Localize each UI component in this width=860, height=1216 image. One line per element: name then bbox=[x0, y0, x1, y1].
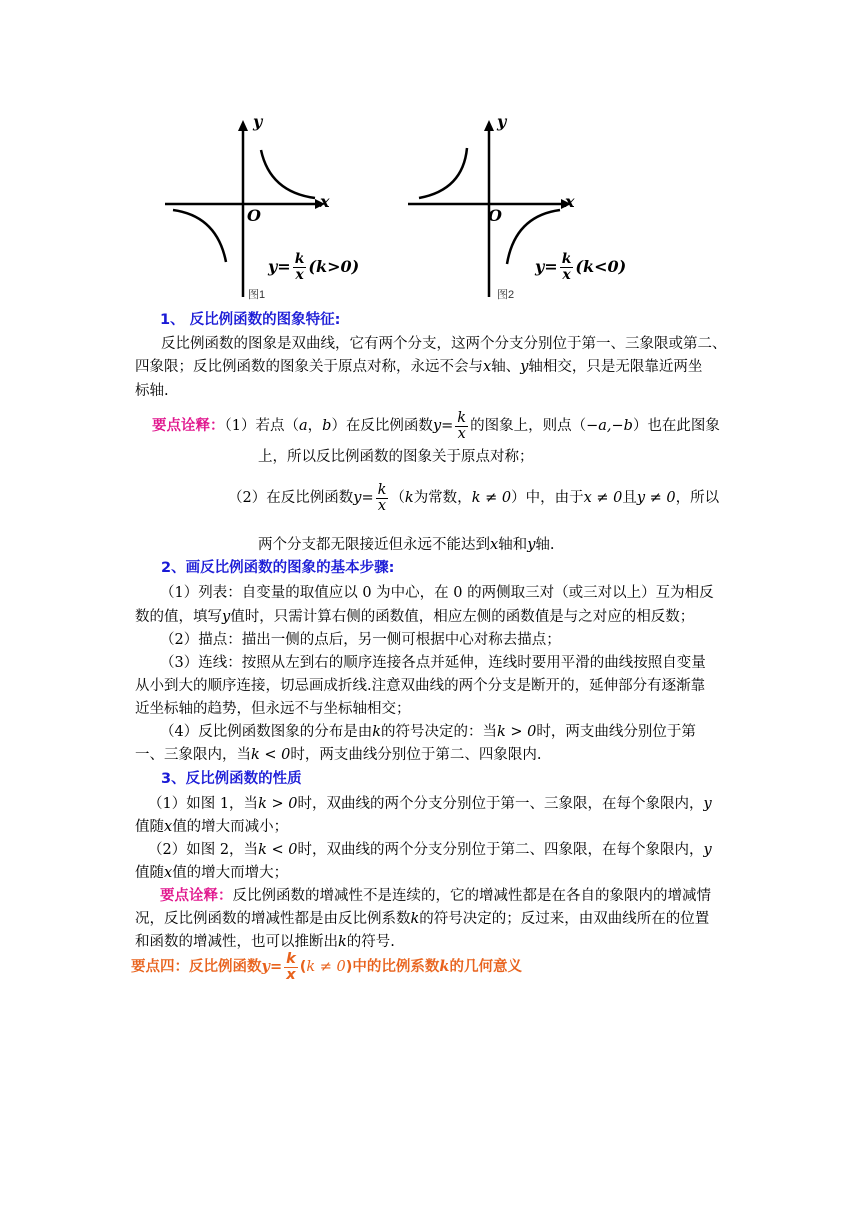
equation-label: y= $\frac{k}{x}$ (k>0) bbox=[268, 251, 360, 283]
paragraph-line: 数的值，填写y值时，只需计算右侧的函数值，相应左侧的函数值是与之对应的相反数； bbox=[135, 609, 695, 625]
y-axis-label: y bbox=[497, 112, 507, 131]
note-line: 和函数的增减性，也可以推断出k的符号. bbox=[135, 934, 395, 950]
figure-1 bbox=[165, 112, 385, 302]
paragraph-line: 标轴. bbox=[135, 383, 169, 399]
note-line: 上，所以反比例函数的图象关于原点对称； bbox=[258, 449, 534, 465]
paragraph-line: （2）描点：描出一侧的点后，另一侧可根据中心对称去描点； bbox=[160, 632, 561, 648]
x-axis-label: x bbox=[565, 192, 575, 211]
section-2-heading: 2、画反比例函数的图象的基本步骤: bbox=[161, 560, 395, 576]
paragraph-line: （1）如图 1，当k > 0时，双曲线的两个分支分别位于第一、三象限，在每个象限内，y bbox=[148, 796, 712, 812]
paragraph-line: 值随x值的增大而增大； bbox=[135, 865, 289, 881]
paragraph-line: 从小到大的顺序连接，切忌画成折线.注意双曲线的两个分支是断开的，延伸部分有逐渐靠 bbox=[135, 678, 706, 694]
section-1-heading: 1、 反比例函数的图象特征: bbox=[160, 312, 341, 328]
paragraph-line: （2）如图 2，当k < 0时，双曲线的两个分支分别位于第二、四象限，在每个象限内，y bbox=[148, 842, 712, 858]
figure-2 bbox=[405, 112, 645, 302]
note-line: 况，反比例函数的增减性都是由反比例系数k的符号决定的；反过来，由双曲线所在的位置 bbox=[135, 911, 710, 927]
origin-label: O bbox=[247, 206, 261, 225]
section-4-heading: 要点四：反比例函数y= $\frac{k}{x}$ (k ≠ 0)中的比例系数k的几何意义 bbox=[131, 950, 522, 983]
origin-label: O bbox=[488, 206, 502, 225]
paragraph-line: （4）反比例函数图象的分布是由k的符号决定的：当k > 0时，两支曲线分别位于第 bbox=[160, 724, 696, 740]
paragraph-line: 反比例函数的图象是双曲线，它有两个分支，这两个分支分别位于第一、三象限或第二、 bbox=[161, 336, 727, 352]
note-line: （2）在反比例函数y= $\frac{k}{x}$ （k为常数，k ≠ 0）中，由于x ≠ 0且y ≠ 0，所以 bbox=[228, 481, 720, 514]
paragraph-line: 近坐标轴的趋势，但永远不与坐标轴相交； bbox=[135, 701, 411, 717]
paragraph-line: 值随x值的增大而减小； bbox=[135, 819, 289, 835]
equation-label: y= $\frac{k}{x}$ (k<0) bbox=[535, 251, 627, 283]
paragraph-line: 四象限；反比例函数的图象关于原点对称，永远不会与x轴、y轴相交，只是无限靠近两坐 bbox=[135, 359, 703, 375]
paragraph-line: 一、三象限内，当k < 0时，两支曲线分别位于第二、四象限内. bbox=[135, 747, 542, 763]
x-axis-label: x bbox=[320, 192, 330, 211]
note-line: 要点诠释：反比例函数的增减性不是连续的，它的增减性都是在各自的象限内的增减情 bbox=[160, 888, 711, 904]
figure-caption: 图2 bbox=[497, 289, 515, 301]
paragraph-line: （3）连线：按照从左到右的顺序连接各点并延伸，连线时要用平滑的曲线按照自变量 bbox=[160, 655, 706, 671]
note-line: 要点诠释：（1）若点（a，b）在反比例函数y= $\frac{k}{x}$ 的图象上，则点（−a,−b）也在此图象 bbox=[152, 409, 720, 442]
paragraph-line: （1）列表：自变量的取值应以 0 为中心，在 0 的两侧取三对（或三对以上）互为相反 bbox=[160, 585, 714, 601]
y-axis-label: y bbox=[253, 112, 263, 131]
section-3-heading: 3、反比例函数的性质 bbox=[161, 771, 302, 787]
figure-caption: 图1 bbox=[248, 289, 266, 301]
note-line: 两个分支都无限接近但永远不能达到x轴和y轴. bbox=[258, 537, 555, 553]
